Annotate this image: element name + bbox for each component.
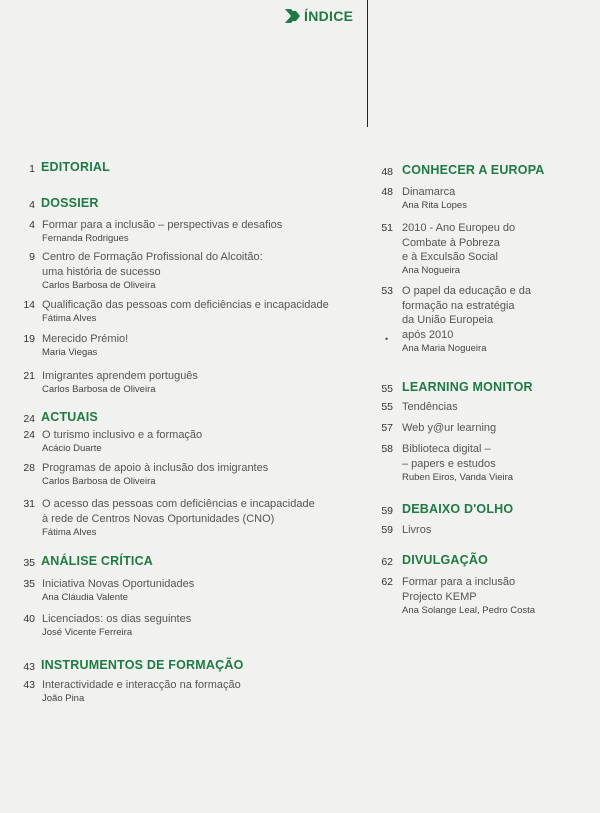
toc-entry[interactable] [0,678,370,710]
entry-page-number: 28 [23,462,35,474]
toc-section[interactable] [0,160,370,196]
section-title: INSTRUMENTOS DE FORMAÇÃO [41,658,244,672]
entry-page-number: 59 [381,524,393,536]
section-page-number: 62 [381,556,393,568]
toc-entry[interactable] [370,421,600,442]
toc-section[interactable] [370,380,600,400]
toc-entry[interactable] [0,298,370,332]
toc-entry[interactable] [370,284,600,380]
section-page-number: 43 [23,661,35,673]
toc-section[interactable] [0,196,370,218]
entry-author: Ana Cláudia Valente [42,592,128,603]
entry-title: 2010 - Ano Europeu do Combate à Pobreza e à Exculsão Social [402,222,516,264]
entry-title: Interactividade e interacção na formação [42,679,241,691]
entry-page-number: 14 [23,299,35,311]
section-page-number: 35 [23,557,35,569]
toc-section[interactable] [0,410,370,428]
toc-entry[interactable] [0,497,370,554]
entry-title: Formar para a inclusão – perspectivas e desafios [42,219,283,231]
section-title: CONHECER A EUROPA [402,163,545,177]
toc-entry[interactable] [370,400,600,421]
entry-page-number: 53 [381,285,393,297]
section-title: DIVULGAÇÃO [402,553,489,567]
entry-page-number: 31 [23,498,35,510]
entry-page-number: 19 [23,333,35,345]
section-page-number: 48 [381,166,393,178]
entry-author: Fernanda Rodrigues [42,233,129,244]
entry-author: José Vicente Ferreira [42,627,133,638]
entry-author: Carlos Barbosa de Oliveira [42,280,156,291]
toc-entry[interactable] [370,442,600,502]
entry-page-number: 62 [381,576,393,588]
section-page-number: 24 [23,413,35,425]
entry-author: João Pina [42,693,85,704]
section-page-number: 4 [29,199,35,211]
entry-title: Licenciados: os dias seguintes [42,613,192,625]
entry-page-number: 21 [23,370,35,382]
entry-title: O turismo inclusivo e a formação [42,429,203,441]
entry-title: Programas de apoio à inclusão dos imigrantes [42,462,269,474]
entry-author: Fátima Alves [42,313,97,324]
toc-entry[interactable] [0,612,370,658]
entry-title: Imigrantes aprendem português [42,370,198,382]
entry-page-number: 35 [23,578,35,590]
entry-author: Carlos Barbosa de Oliveira [42,476,156,487]
section-title: DEBAIXO D'OLHO [402,502,514,516]
section-title: EDITORIAL [41,160,110,174]
section-page-number: 1 [29,163,35,175]
entry-page-number: 40 [23,613,35,625]
section-title: DOSSIER [41,196,99,210]
toc-section[interactable] [0,554,370,577]
entry-author: Fátima Alves [42,527,97,538]
toc-entry[interactable] [370,575,600,623]
toc-entry[interactable] [370,523,600,553]
entry-title: Formar para a inclusão Projecto KEMP [402,576,516,603]
entry-title: Biblioteca digital – – papers e estudos [402,443,496,470]
entry-title: O papel da educação e da formação na estratégia da União Europeia após 2010 [402,285,532,341]
entry-page-number: 55 [381,401,393,413]
entry-title: Centro de Formação Profissional do Alcoitão: uma história de sucesso [42,251,263,278]
section-title: ANÁLISE CRÍTICA [41,554,154,568]
entry-title: Dinamarca [402,186,456,198]
toc-section[interactable] [0,658,370,678]
entry-page-number: 24 [23,429,35,441]
entry-author: Acácio Duarte [42,443,102,454]
toc-entry[interactable] [0,369,370,410]
section-title: ACTUAIS [41,410,98,424]
entry-page-number: 57 [381,422,393,434]
toc-left-column [0,160,370,710]
divider-line [367,0,368,127]
entry-page-number: 51 [381,222,393,234]
entry-page-number: 43 [23,679,35,691]
entry-title: Merecido Prémio! [42,333,129,345]
toc-section[interactable] [370,553,600,575]
entry-title: Livros [402,524,432,536]
entry-title: Qualificação das pessoas com deficiências e incapacidade [42,299,329,311]
toc-entry[interactable] [0,577,370,612]
entry-author: Maria Viegas [42,347,98,358]
section-page-number: 55 [381,383,393,395]
double-chevron-icon [285,9,303,23]
section-title: LEARNING MONITOR [402,380,533,394]
entry-page-number: 4 [29,219,35,231]
entry-title: Tendências [402,401,458,413]
toc-entry[interactable] [0,428,370,461]
entry-title: O acesso das pessoas com deficiências e incapacidade à rede de Centros Novas Oportunidades (CNO) [42,498,315,525]
entry-author: Ana Maria Nogueira [402,343,487,354]
entry-author: Ana Solange Leal, Pedro Costa [402,605,536,616]
entry-author: Carlos Barbosa de Oliveira [42,384,156,395]
toc-section[interactable] [370,502,600,523]
entry-author: Ana Rita Lopes [402,200,467,211]
toc-entry[interactable] [0,332,370,369]
page-title: ÍNDICE [304,8,354,24]
entry-page-number: 9 [29,251,35,263]
toc-right-column [370,163,600,623]
entry-author: Ruben Eiros, Vanda Vieira [402,472,514,483]
entry-author: Ana Nogueira [402,265,461,276]
toc-entry[interactable] [0,461,370,497]
toc-entry[interactable] [0,218,370,250]
entry-title: Iniciativa Novas Oportunidades [42,578,195,590]
bullet-mark: • [385,334,389,344]
entry-page-number: 58 [381,443,393,455]
toc-entry[interactable] [0,250,370,298]
entry-title: Web y@ur learning [402,422,497,434]
entry-page-number: 48 [381,186,393,198]
toc-entry[interactable] [370,221,600,284]
toc-section[interactable] [370,163,600,185]
section-page-number: 59 [381,505,393,517]
toc-entry[interactable] [370,185,600,221]
